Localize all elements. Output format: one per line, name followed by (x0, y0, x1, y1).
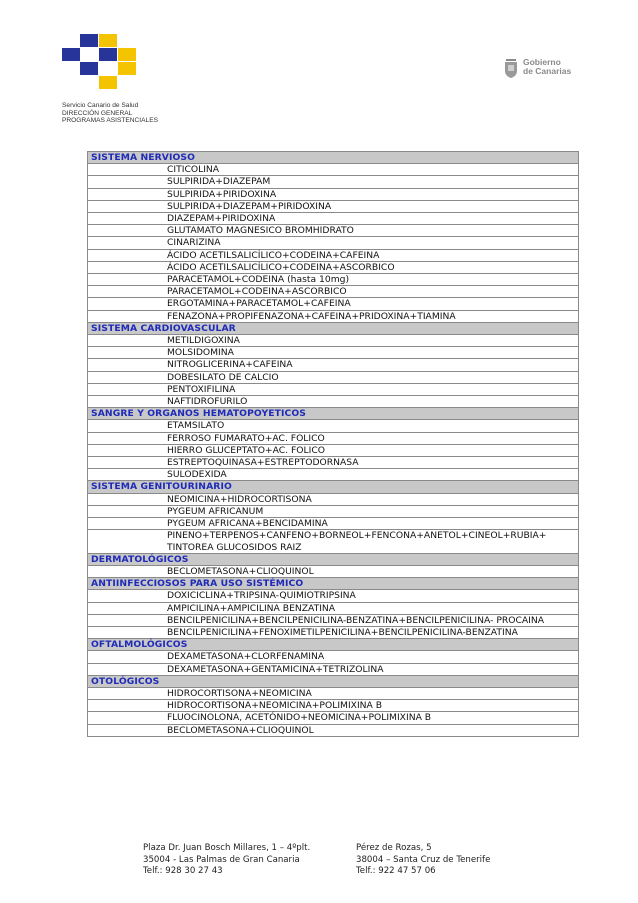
org-line-3: PROGRAMAS ASISTENCIALES (62, 117, 159, 125)
drug-row: FERROSO FUMARATO+AC. FOLICO (88, 433, 578, 445)
drug-row: NEOMICINA+HIDROCORTISONA (88, 494, 578, 506)
footer-address-tenerife (356, 843, 490, 878)
gov-line-1: Gobierno (523, 57, 561, 67)
footer-line: 38004 – Santa Cruz de Tenerife (356, 854, 491, 865)
drug-row: FLUOCINOLONA, ACETÓNIDO+NEOMICINA+POLIMIXINA B (88, 712, 578, 724)
scs-logo (62, 34, 136, 90)
footer-line: Telf.: 922 47 57 06 (356, 866, 436, 877)
drug-row: DOXICICLINA+TRIPSINA-QUIMIOTRIPSINA (88, 590, 578, 602)
gobierno-logo (503, 56, 583, 82)
logo-square (118, 62, 136, 75)
logo-square (62, 48, 80, 61)
section-header: SISTEMA NERVIOSO (88, 152, 578, 164)
drug-row: ÁCIDO ACETILSALICÍLICO+CODEINA+CAFEINA (88, 250, 578, 262)
footer-line: Telf.: 928 30 27 43 (143, 866, 223, 877)
drug-row: SULODEXIDA (88, 469, 578, 481)
drug-row: DEXAMETASONA+CLORFENAMINA (88, 651, 578, 663)
org-line-1: Servicio Canario de Salud (62, 102, 139, 109)
footer-address-las-palmas (143, 843, 310, 878)
drug-row: PENTOXIFILINA (88, 384, 578, 396)
drug-row: CINARIZINA (88, 237, 578, 249)
section-header: SANGRE Y ORGANOS HEMATOPOYETICOS (88, 408, 578, 420)
drug-row: HIERRO GLUCEPTATO+AC. FOLICO (88, 445, 578, 457)
drug-row: ETAMSILATO (88, 420, 578, 432)
section-header: SISTEMA CARDIOVASCULAR (88, 323, 578, 335)
drug-row: SULPIRIDA+DIAZEPAM (88, 176, 578, 188)
section-header: OFTALMOLÓGICOS (88, 639, 578, 651)
logo-square (80, 62, 98, 75)
drug-row: CITICOLINA (88, 164, 578, 176)
drug-row: BECLOMETASONA+CLIOQUINOL (88, 725, 578, 737)
org-header (62, 102, 158, 125)
org-line-2: DIRECCIÓN GENERAL (62, 109, 133, 117)
drug-row: BECLOMETASONA+CLIOQUINOL (88, 566, 578, 578)
drug-row: HIDROCORTISONA+NEOMICINA (88, 688, 578, 700)
logo-square (80, 34, 98, 47)
gov-line-2: de Canarias (523, 66, 572, 76)
drug-row: PARACETAMOL+CODEINA+ASCORBICO (88, 286, 578, 298)
footer-line: Plaza Dr. Juan Bosch Millares, 1 – 4ºplt. (143, 843, 311, 853)
drug-row: MOLSIDOMINA (88, 347, 578, 359)
drug-row: HIDROCORTISONA+NEOMICINA+POLIMIXINA B (88, 700, 578, 712)
drug-row: BENCILPENICILINA+FENOXIMETILPENICILINA+BENCILPENICILINA-BENZATINA (88, 627, 578, 639)
drug-row: PINENO+TERPENOS+CANFENO+BORNEOL+FENCONA+ANETOL+CINEOL+RUBIA+ TINTOREA GLUCOSIDOS RAIZ (88, 530, 578, 553)
drug-row: GLUTAMATO MAGNESICO BROMHIDRATO (88, 225, 578, 237)
logo-square (118, 48, 136, 61)
drug-row: METILDIGOXINA (88, 335, 578, 347)
drug-row: SULPIRIDA+PIRIDOXINA (88, 189, 578, 201)
logo-square (99, 76, 117, 89)
drug-row: ÁCIDO ACETILSALICÍLICO+CODEINA+ASCORBICO (88, 262, 578, 274)
drug-row: NITROGLICERINA+CAFEINA (88, 359, 578, 371)
drug-row: FENAZONA+PROPIFENAZONA+CAFEINA+PRIDOXINA+TIAMINA (88, 311, 578, 323)
crest-icon (503, 57, 519, 79)
section-header: DERMATOLÓGICOS (88, 554, 578, 566)
logo-square (99, 34, 117, 47)
footer-line: 35004 - Las Palmas de Gran Canaria (143, 854, 300, 865)
logo-square (99, 48, 117, 61)
drug-row: SULPIRIDA+DIAZEPAM+PIRIDOXINA (88, 201, 578, 213)
drug-row: AMPICILINA+AMPICILINA BENZATINA (88, 603, 578, 615)
footer-line: Pérez de Rozas, 5 (356, 843, 432, 853)
drug-row: DIAZEPAM+PIRIDOXINA (88, 213, 578, 225)
drug-row: PARACETAMOL+CODEINA (hasta 10mg) (88, 274, 578, 286)
drug-row: ESTREPTOQUINASA+ESTREPTODORNASA (88, 457, 578, 469)
drug-row: DEXAMETASONA+GENTAMICINA+TETRIZOLINA (88, 664, 578, 676)
section-header: ANTIINFECCIOSOS PARA USO SISTÉMICO (88, 578, 578, 590)
drug-row: PYGEUM AFRICANUM (88, 506, 578, 518)
drug-row: NAFTIDROFURILO (88, 396, 578, 408)
section-header: OTOLÓGICOS (88, 676, 578, 688)
drug-row: DOBESILATO DE CALCIO (88, 372, 578, 384)
section-header: SISTEMA GENITOURINARIO (88, 481, 578, 493)
drug-row: ERGOTAMINA+PARACETAMOL+CAFEINA (88, 298, 578, 310)
drug-row: PYGEUM AFRICANA+BENCIDAMINA (88, 518, 578, 530)
drug-table (87, 151, 579, 737)
drug-row: BENCILPENICILINA+BENCILPENICILINA-BENZATINA+BENCILPENICILINA- PROCAINA (88, 615, 578, 627)
